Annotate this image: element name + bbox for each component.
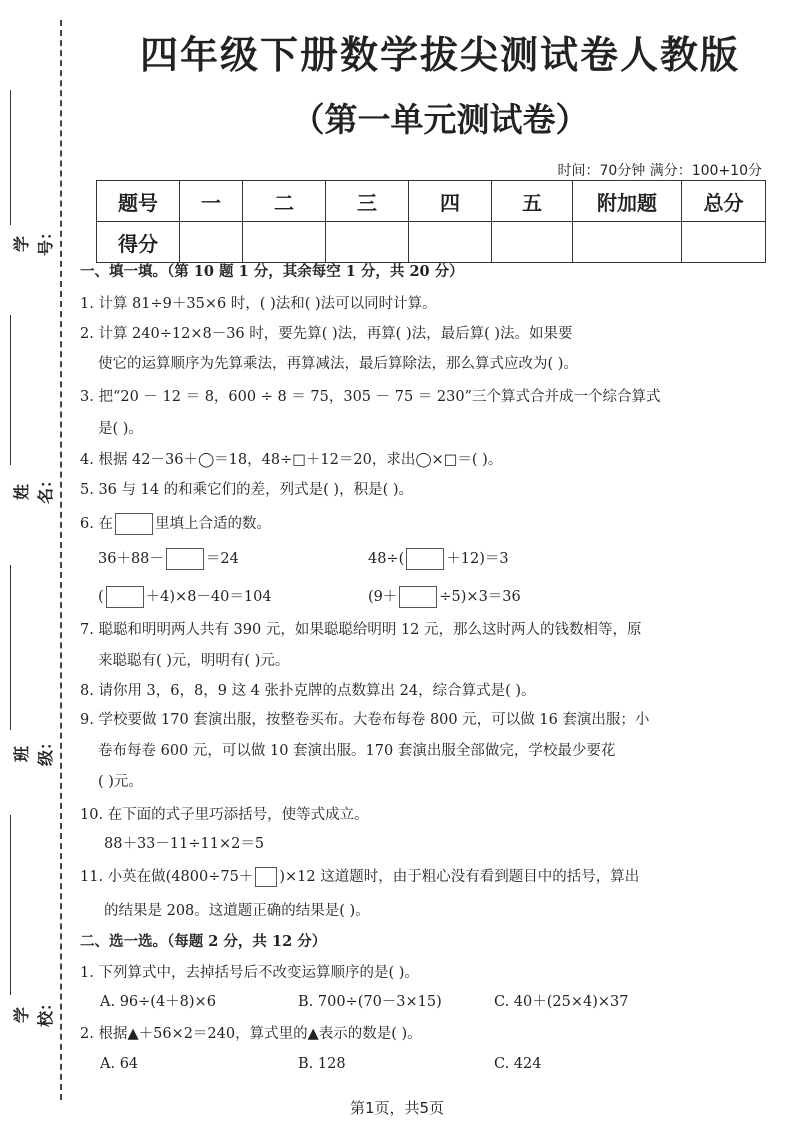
- name-line: [10, 315, 11, 465]
- choice-question-1: 1. 下列算式中，去掉括号后不改变运算顺序的是( )。: [80, 965, 419, 981]
- score-cell[interactable]: [180, 222, 243, 263]
- answer-box[interactable]: [399, 586, 437, 608]
- page-subtitle: （第一单元测试卷）: [291, 100, 589, 139]
- score-table-score-row: [97, 222, 766, 263]
- question-10-expression: 88＋33－11÷11×2＝5: [104, 836, 265, 852]
- question-6d: [368, 586, 521, 608]
- question-11-prefix: 11. 小英在做(4800÷75＋: [80, 869, 254, 885]
- question-1: 1. 计算 81÷9＋35×6 时，( )法和( )法可以同时计算。: [80, 296, 437, 312]
- score-cell[interactable]: [409, 222, 492, 263]
- binding-dashed-line: [60, 20, 62, 1100]
- question-6-suffix: 里填上合适的数。: [154, 516, 271, 532]
- question-6: [80, 513, 271, 535]
- choice-question-2: 2. 根据▲＋56×2＝240，算式里的▲表示的数是( )。: [80, 1026, 422, 1042]
- question-2-line1: 2. 计算 240÷12×8－36 时，要先算( )法，再算( )法，最后算( )法。如果要: [80, 326, 573, 342]
- question-6b: [368, 548, 509, 570]
- question-6a: [98, 548, 239, 570]
- question-7-line2: 来聪聪有( )元，明明有( )元。: [98, 653, 290, 669]
- page-number: 第1页，共5页: [349, 1099, 445, 1117]
- question-3-line2: 是( )。: [98, 421, 143, 437]
- question-7-line1: 7. 聪聪和明明两人共有 390 元，如果聪聪给明明 12 元，那么这时两人的钱数相等，原: [80, 622, 642, 638]
- score-cell[interactable]: [573, 222, 682, 263]
- question-2-line2: 使它的运算顺序为先算乘法，再算减法，最后算除法，那么算式应改为( )。: [98, 356, 578, 372]
- question-6-prefix: 6. 在: [80, 516, 113, 532]
- section1-title: 一、填一填。（第 10 题 1 分，其余每空 1 分，共 20 分）: [80, 263, 464, 280]
- question-6c-prefix: (: [98, 589, 104, 605]
- answer-box[interactable]: [166, 548, 204, 570]
- question-11-line1: [80, 867, 639, 887]
- score-header-cell: 总分: [682, 181, 766, 222]
- question-4: 4. 根据 42－36＋◯＝18，48÷□＋12＝20，求出◯×□＝( )。: [80, 452, 503, 468]
- name-label: 姓名：: [12, 471, 55, 504]
- question-6c-suffix: ＋4)×8－40＝104: [145, 589, 272, 605]
- question-11-line2: 的结果是 208。这道题正确的结果是( )。: [104, 903, 370, 919]
- question-6b-prefix: 48÷(: [368, 551, 405, 567]
- score-cell[interactable]: [243, 222, 326, 263]
- answer-box[interactable]: [106, 586, 144, 608]
- page-title: 四年级下册数学拔尖测试卷人教版: [139, 33, 740, 77]
- choice-option-b[interactable]: B. 128: [298, 1056, 346, 1072]
- question-3-line1: 3. 把“20 － 12 ＝ 8，600 ÷ 8 ＝ 75，305 － 75 ＝ 230”三个算式合并成一个综合算式: [80, 389, 661, 405]
- question-6a-prefix: 36＋88－: [98, 551, 164, 567]
- school-label: 学校：: [12, 994, 55, 1027]
- question-6b-suffix: ＋12)＝3: [446, 551, 509, 567]
- question-8: 8. 请你用 3，6，8，9 这 4 张扑克牌的点数算出 24，综合算式是( )。: [80, 683, 536, 699]
- score-header-cell: 三: [326, 181, 409, 222]
- question-6d-prefix: (9＋: [368, 589, 398, 605]
- choice-option-c[interactable]: C. 424: [494, 1056, 542, 1072]
- question-6a-suffix: ＝24: [205, 551, 239, 567]
- score-table-header-row: [97, 181, 766, 222]
- score-header-cell: 五: [492, 181, 573, 222]
- score-header-cell: 附加题: [573, 181, 682, 222]
- score-header-cell: 四: [409, 181, 492, 222]
- choice-option-b[interactable]: B. 700÷(70－3×15): [298, 994, 442, 1010]
- choice-option-c[interactable]: C. 40＋(25×4)×37: [494, 994, 629, 1010]
- answer-box[interactable]: [115, 513, 153, 535]
- answer-box[interactable]: [255, 867, 277, 887]
- question-6d-suffix: ÷5)×3＝36: [439, 589, 521, 605]
- section2-title: 二、选一选。（每题 2 分，共 12 分）: [80, 933, 327, 950]
- question-6c: [98, 586, 272, 608]
- choice-option-a[interactable]: A. 96÷(4＋8)×6: [100, 994, 216, 1010]
- class-label: 班级：: [12, 733, 55, 766]
- time-score-info: 时间：70分钟 满分：100+10分: [557, 163, 762, 179]
- question-10: 10. 在下面的式子里巧添括号，使等式成立。: [80, 807, 369, 823]
- score-cell[interactable]: [492, 222, 573, 263]
- class-line: [10, 565, 11, 730]
- score-cell[interactable]: [326, 222, 409, 263]
- question-9-line3: ( )元。: [98, 774, 143, 790]
- score-row-label: 得分: [97, 222, 180, 263]
- score-header-cell: 题号: [97, 181, 180, 222]
- answer-box[interactable]: [406, 548, 444, 570]
- student-id-line: [10, 90, 11, 225]
- score-table: [96, 180, 766, 263]
- question-11-suffix: )×12 这道题时，由于粗心没有看到题目中的括号，算出: [279, 869, 640, 885]
- student-id-label: 学号：: [12, 223, 55, 256]
- choice-option-a[interactable]: A. 64: [100, 1056, 139, 1072]
- question-9-line1: 9. 学校要做 170 套演出服，按整卷买布。大卷布每卷 800 元，可以做 16 套演出服；小: [80, 712, 650, 728]
- score-cell[interactable]: [682, 222, 766, 263]
- school-line: [10, 815, 11, 995]
- question-5: 5. 36 与 14 的和乘它们的差，列式是( )，积是( )。: [80, 482, 414, 498]
- score-header-cell: 二: [243, 181, 326, 222]
- score-header-cell: 一: [180, 181, 243, 222]
- question-9-line2: 卷布每卷 600 元，可以做 10 套演出服。170 套演出服全部做完，学校最少要花: [98, 743, 616, 759]
